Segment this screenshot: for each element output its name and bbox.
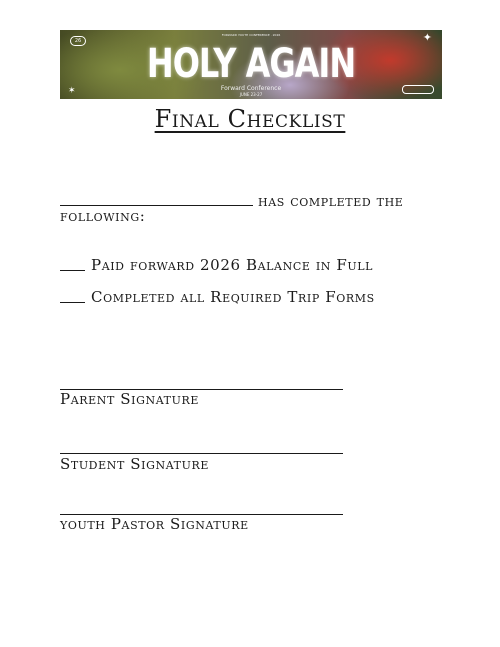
checkbox-blank-1	[60, 270, 85, 271]
logo-icon: ✶	[68, 86, 76, 96]
has-completed-text: has completed the	[258, 192, 404, 210]
banner-subtitle	[60, 86, 442, 97]
banner-dates: JUNE 23-27	[239, 92, 263, 97]
parent-signature-label: Parent Signature	[60, 390, 199, 408]
banner-subtitle-text: Forward Conference	[220, 85, 282, 92]
banner-badge: 26	[70, 36, 86, 46]
following-text: following:	[60, 207, 146, 225]
pastor-signature-label: youth Pastor Signature	[60, 515, 249, 533]
checklist-item-forms: Completed all Required Trip Forms	[91, 288, 375, 306]
banner-fine-print: FORWARD YOUTH CONFERENCE · 2026	[221, 33, 281, 37]
checklist-item-balance: Paid forward 2026 Balance in Full	[91, 256, 374, 274]
student-signature-line	[60, 453, 343, 454]
banner-title: HOLY AGAIN	[146, 39, 356, 87]
page-title-text: Final Checklist	[154, 105, 346, 133]
banner-pill-icon	[402, 85, 434, 94]
spark-icon: ✦	[422, 31, 432, 44]
name-blank-line	[60, 205, 253, 206]
page-title	[0, 105, 500, 133]
conference-banner	[60, 30, 442, 99]
student-signature-label: Student Signature	[60, 455, 209, 473]
checkbox-blank-2	[60, 302, 85, 303]
